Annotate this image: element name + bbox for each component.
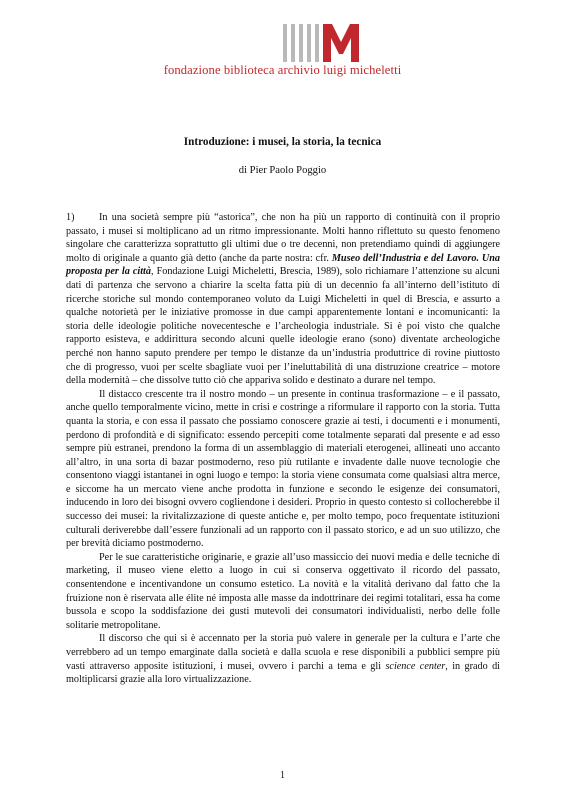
document-title: Introduzione: i musei, la storia, la tecnica: [183, 136, 382, 148]
logo-bar: [307, 24, 311, 62]
emphasis-science-center: science center: [385, 660, 446, 672]
logo-bar: [283, 24, 287, 62]
book-title-reference: Museo dell’Industria e del Lavoro. Una proposta per la città: [66, 252, 501, 278]
paragraph-number: 1): [66, 212, 75, 223]
paragraph-4: Il discorso che qui si è accennato per la storia può valere in generale per la cultura e l’arte che verrebbero ad un tempo emarginate dalla società e dalla scuola e rese disponibili a pubblici sempre più vasti attraverso apposite istituzioni, i musei, ovvero i parchi a tema e gli science center, in grado di moltiplicarsi grazie alla loro virtualizzazione.: [66, 633, 500, 686]
document-author: di Pier Paolo Poggio: [238, 165, 327, 176]
page-number: 1: [280, 770, 285, 781]
document-body: [66, 211, 500, 687]
logo-bar: [299, 24, 303, 62]
logo-bar: [315, 24, 319, 62]
logo-m-icon: [323, 24, 359, 62]
paragraph-1: 1) In una società sempre più “astorica”, che non ha più un rapporto di continuità con il proprio passato, i musei si moltiplicano ad un ritmo impressionante. Molti hanno riflettuto su questo fenomeno singolare che caratterizza soprattutto gli ultimi due o tre decenni, non pretendiamo quindi di aggiungere molto di originale a quanto già detto (anche da parte nostra: cfr. Museo dell’Industria e del Lavoro. Una proposta per la città, Fondazione Luigi Micheletti, Brescia, 1989), solo richiamare l’attenzione su alcuni dati di partenza che servono a chiarire la scelta fatta più di un decennio fa all’interno dell’istituto di ricerche storiche sul mondo contemporaneo voluto da Luigi Micheletti in quel di Brescia, e assurto a qualche notorietà per le iniziative promosse in due campi apparentemente lontani e incomunicanti: la storia delle ideologie politiche novecentesche e l’archeologia industriale. Si è poi visto che qualche rapporto esisteva, e addirittura secondo alcuni quelle ideologie erano (sono) diventate archeologiche perché non hanno saputo prendere per tempo le distanze da un’industria produttrice di rovine piuttosto che di progresso, vuoi per scelte sbagliate vuoi per l’ineluttabilità di una distruzione creatrice – motore della modernità – che dissolve tutto ciò che appariva solido e destinato a durare nel tempo.: [66, 212, 501, 387]
logo-bar: [291, 24, 295, 62]
paragraph-2: Il distacco crescente tra il nostro mondo – un presente in continua trasformazione – e il passato, anche quello temporalmente vicino, mette in crisi e costringe a riformulare il rapporto con la storia. Tutta quanta la storia, e con essa il passato che possiamo conoscere grazie ai testi, i documenti e i monumenti, perdono di profondità e di significato: essendo percepiti come totalmente separati dal presente e ad esso sempre più estranei, prendono la forma di un assemblaggio di materiali eterogenei, allineati uno accanto all’altro, in una sorta di bazar postmoderno, reso più rutilante e invadente dalle nuove tecnologie che consentono viaggi istantanei in ogni luogo e tempo: la storia viene consumata come qualsiasi altra merce, e siccome ha un mercato viene anche prodotta in funzione e secondo le esigenze dei consumatori, inducendo in loro dei bisogni ovvero cogliendone i desideri. Proprio in questo contesto si collocherebbe il successo dei musei: la rivitalizzazione di queste antiche e, per molto tempo, poco frequentate istituzioni culturali deriverebbe dall’essere funzionali ad un rapporto con il passato storico, e ad un suo utilizzo, che per brevità diciamo postmoderno.: [66, 388, 500, 550]
paragraph-3: Per le sue caratteristiche originarie, e grazie all’uso massiccio dei nuovi media e delle tecniche di marketing, il museo viene eletto a luogo in cui si conserva oggettivato il ricordo del passato, consentendone e incentivandone un consumo estetico. La novità e la vitalità derivano dal fatto che la fruizione non è riservata alle élite né imposta alle masse da indottrinare dei regimi totalitari, essa ha come bussola e scopo la soddisfazione dei gusti mutevoli dei consumatori individualisti, nerbo delle folle solitarie metropolitane.: [66, 551, 500, 631]
logo-text: fondazione biblioteca archivio luigi micheletti: [163, 63, 402, 77]
